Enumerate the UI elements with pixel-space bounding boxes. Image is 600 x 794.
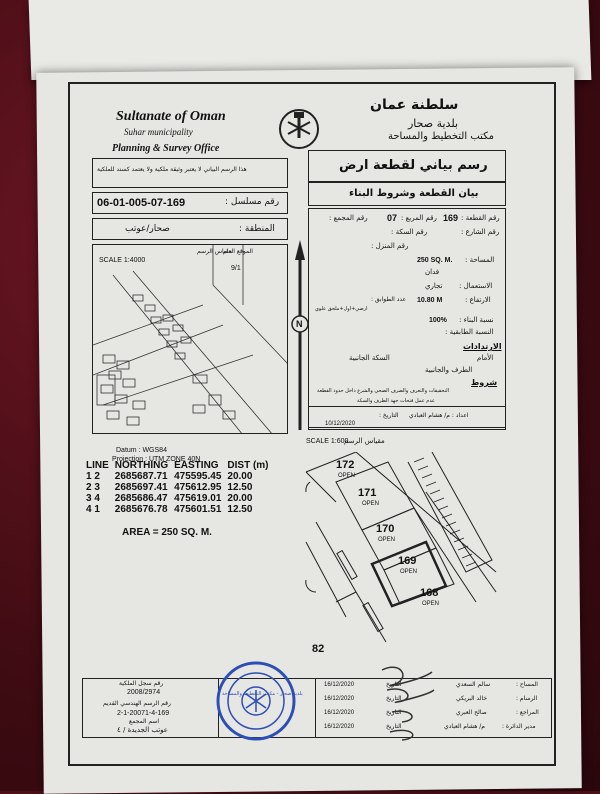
sig-date-1: 16/12/2020 xyxy=(324,682,355,688)
setbacks-title: الارتدادات xyxy=(463,342,502,351)
table-row: 4 1 2685676.78 475601.51 12.50 xyxy=(86,504,253,515)
region-label: المنطقة : xyxy=(239,224,275,234)
site-scale-label: مقياس الرسم xyxy=(344,437,385,445)
plot-169-number: 169 xyxy=(398,555,417,567)
sig-role-4: مدير الدائرة : xyxy=(502,723,536,730)
sig-date-3: 16/12/2020 xyxy=(324,710,355,716)
complex-name-label: اسم المجمع xyxy=(129,718,160,725)
serial-value: 06-01-005-07-169 xyxy=(97,197,186,209)
table-row: 1 2 2685687.71 475595.45 20.00 xyxy=(86,471,253,482)
general-location-map xyxy=(92,244,288,434)
use-value: تجاري xyxy=(425,282,443,290)
plot-170-status: OPEN xyxy=(378,537,396,543)
setback-front: الأمام xyxy=(477,354,494,362)
table-row: 3 4 2685686.47 475619.01 20.00 xyxy=(86,493,253,504)
complex-label: رقم المجمع : xyxy=(329,214,368,222)
projection: Projection : UTM ZONE 40N xyxy=(112,456,201,463)
road-width: 82 xyxy=(312,643,325,655)
plot-169-status: OPEN xyxy=(400,569,418,575)
prepared-date-label: التاريخ : xyxy=(379,412,399,419)
country-ar: سلطنة عمان xyxy=(370,97,459,113)
notice-box xyxy=(92,158,288,188)
document-title: رسم بياني لقطعة ارض xyxy=(339,158,488,173)
height-value: 10.80 M xyxy=(417,297,443,304)
plot-170-number: 170 xyxy=(376,523,395,535)
header-line: LINE xyxy=(86,460,109,471)
plot-no-label: رقم القطعة : xyxy=(461,214,500,222)
table-row: 2 3 2685697.41 475612.95 12.50 xyxy=(86,482,253,493)
site-scale: SCALE 1:600 xyxy=(306,438,349,445)
sig-name-2: خالد البريكي xyxy=(456,695,488,702)
conditions-title: شروط xyxy=(471,378,498,387)
region-value: صحار/عوتب xyxy=(125,224,170,234)
floor-ratio-label: النسبة الطابقية : xyxy=(445,328,494,336)
north-arrow-icon xyxy=(291,240,309,438)
sig-name-4: م/ هشام العبادي xyxy=(444,723,486,730)
floors-value: ارضي+اول+ملحق علوي xyxy=(315,306,368,312)
header-northing: NORTHING xyxy=(114,460,169,471)
plot-details-box xyxy=(308,208,506,430)
height-label: الارتفاع : xyxy=(465,296,491,304)
block-value: 07 xyxy=(387,213,398,223)
coverage-value: 100% xyxy=(429,317,447,324)
location-map-drawing xyxy=(93,245,288,434)
plot-172-status: OPEN xyxy=(338,473,356,479)
ref-label: رقم الرسم الهندسي القديم xyxy=(103,700,171,707)
document-subtitle: بيان القطعة وشروط البناء xyxy=(349,188,479,199)
signatures-cell: 16/12/2020 التاريخ سالم السعدي المساح : 16/12/2020 التاريخ خالد البريكي الرسام : 16/12/2020 التاريخ صالح العبري المراجع : 16/12/2020 التاريخ م/ هشام العبادي مدير الدائرة : xyxy=(315,679,553,737)
setback-sides: الطرف والجانبية xyxy=(425,366,473,374)
footer-left-cell xyxy=(83,679,219,737)
coverage-label: نسبة البناء : xyxy=(459,316,494,324)
site-plan-drawing xyxy=(296,452,526,652)
notice-text: هذا الرسم البياني لا يعتبر وثيقة ملكية ولا يعتمد كسند للملكية xyxy=(97,166,247,173)
plot-171-status: OPEN xyxy=(362,501,380,507)
subtitle-box xyxy=(308,182,506,206)
house-label: رقم المنزل : xyxy=(371,242,409,250)
location-title: الموقع العام xyxy=(223,248,253,255)
area-label: المساحة : xyxy=(465,256,495,264)
region-box xyxy=(92,218,288,240)
header-dist: DIST (m) xyxy=(227,460,269,471)
location-scale-label: مقياس الرسم xyxy=(197,248,232,255)
floors-label: عدد الطوابق : xyxy=(371,296,407,303)
location-scale: SCALE 1:4000 xyxy=(99,257,146,264)
office-ar: مكتب التخطيط والمساحة xyxy=(388,131,495,142)
title-box xyxy=(308,150,506,182)
coordinates-header-row xyxy=(86,460,275,471)
ref-no: 2-1-20071-4-169 xyxy=(117,710,170,717)
prepared-box xyxy=(308,406,506,428)
area-total: AREA = 250 SQ. M. xyxy=(122,527,212,538)
coordinates-table xyxy=(86,460,275,515)
country-en: Sultanate of Oman xyxy=(116,109,226,124)
area-value: 250 SQ. M. xyxy=(417,257,453,264)
sig-name-3: صالح العبري xyxy=(456,709,487,716)
sig-date-4: 16/12/2020 xyxy=(324,724,355,730)
condition-1: التحقيقات والتعرف والصرف الصحي والشرع داخل حدود القطعة xyxy=(317,388,450,394)
sig-role-3: المراجع : xyxy=(516,709,539,716)
stamp-text: بلدية صحار - مكتب التخطيط والمساحة xyxy=(222,691,303,697)
plot-171-number: 171 xyxy=(358,487,377,499)
signature-scribbles-icon xyxy=(372,660,452,742)
sig-name-1: سالم السعدي xyxy=(456,681,491,688)
oman-emblem-icon xyxy=(276,104,322,154)
complex-name: عوتب الجديدة / ٤ xyxy=(117,726,168,734)
sig-role-2: الرسام : xyxy=(516,695,538,702)
office-en: Planning & Survey Office xyxy=(112,143,220,154)
sig-date-2: 16/12/2020 xyxy=(324,696,355,702)
ownership-no: 2008/2974 xyxy=(127,689,161,696)
feddan-label: فدان xyxy=(425,268,440,276)
plot-168-number: 168 xyxy=(420,587,439,599)
sheet-ref: 9/1 xyxy=(231,265,241,272)
use-label: الاستعمال : xyxy=(459,282,493,290)
plot-172-number: 172 xyxy=(336,459,355,471)
serial-label: رقم مسلسل : xyxy=(225,197,280,207)
serial-box xyxy=(92,192,288,214)
municipality-ar: بلدية صحار xyxy=(408,117,459,130)
street-label: رقم الشارع : xyxy=(461,228,500,236)
lane-label: رقم السكة : xyxy=(391,228,428,236)
datum: Datum : WGS84 xyxy=(116,447,167,454)
plot-168-status: OPEN xyxy=(422,601,440,607)
condition-2: عدم عمل فتحات جهة الطرف والسكة xyxy=(357,398,435,404)
municipality-en: Suhar municipality xyxy=(124,127,193,137)
ownership-label: رقم سجل الملكية xyxy=(119,680,164,687)
plot-no-value: 169 xyxy=(443,213,459,223)
sig-role-1: المساح : xyxy=(516,681,538,688)
header-easting: EASTING xyxy=(174,460,219,471)
block-label: رقم المربع : xyxy=(401,214,437,222)
north-label: N xyxy=(296,319,303,329)
official-stamp-icon xyxy=(214,660,298,742)
footer-box xyxy=(82,678,552,738)
prepared-by: اعداد : م/ هشام العبادي xyxy=(409,412,469,419)
prepared-date: 10/12/2020 xyxy=(325,421,356,427)
setback-back: السكة الجانبية xyxy=(349,354,390,362)
